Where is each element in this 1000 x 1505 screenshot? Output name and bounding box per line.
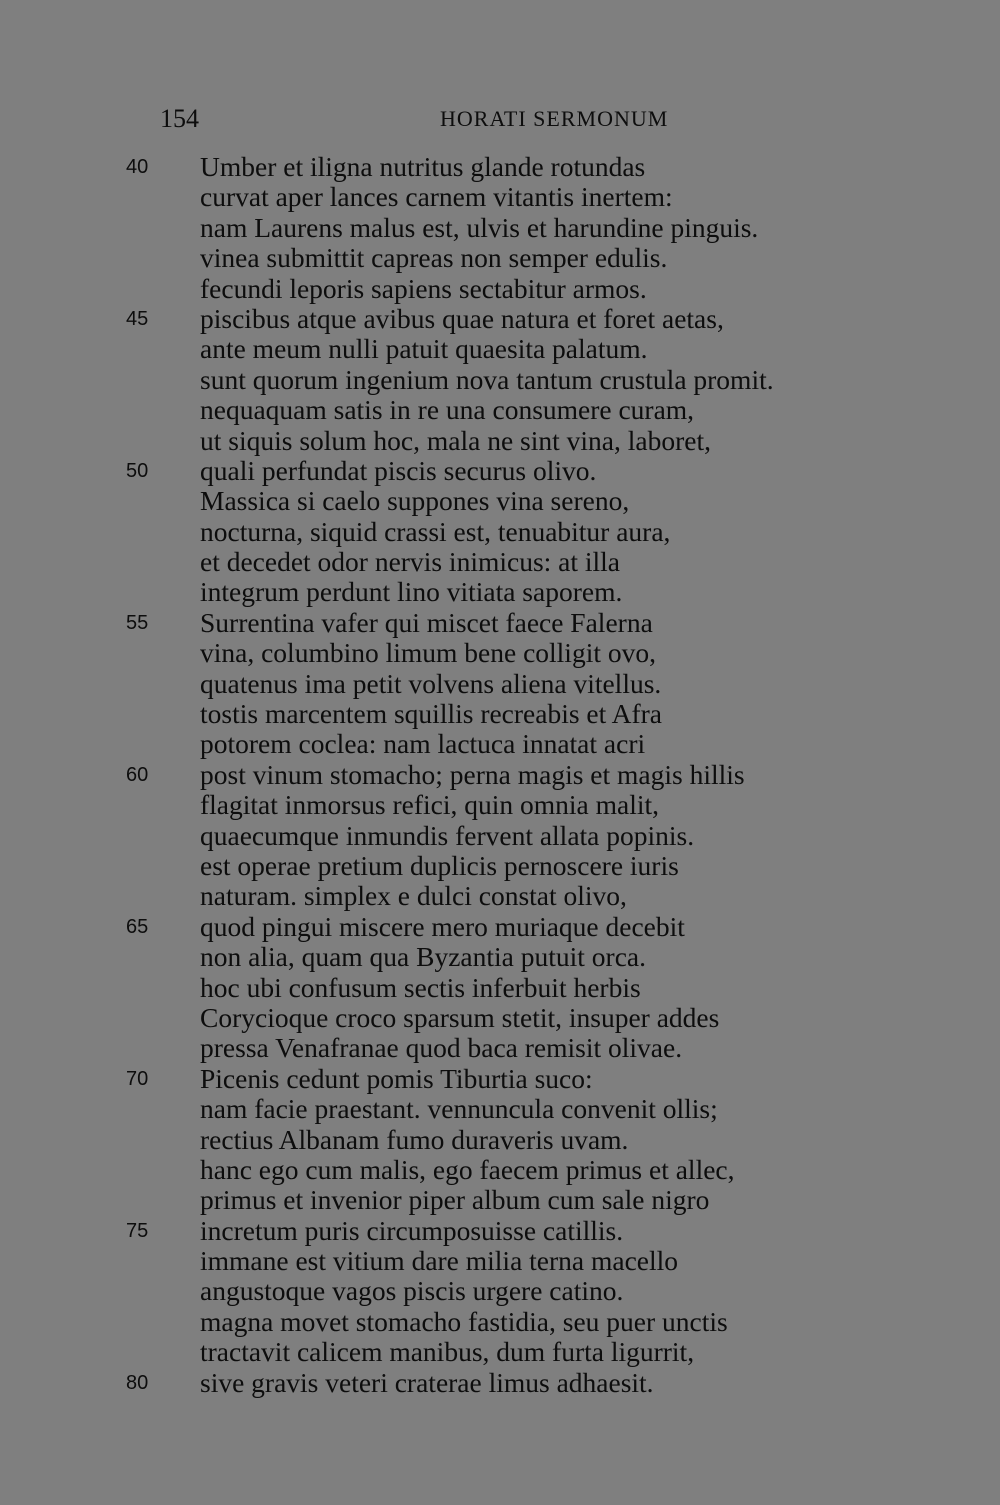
verse-number: 80 [126,1371,149,1394]
verse-line [0,395,1000,425]
verse-text: nam facie praestant. vennuncula convenit ollis; [200,1093,718,1125]
verse-line [0,1033,1000,1063]
verse-text: Surrentina vafer qui miscet faece Falerna [200,606,653,638]
verse-text: pressa Venafranae quod baca remisit olivae. [200,1032,683,1064]
verse-line [0,182,1000,212]
verse-text: naturam. simplex e dulci constat olivo, [200,880,627,912]
verse-line [0,881,1000,911]
verse-line [0,243,1000,273]
verse-line [0,152,1000,182]
verse-line [0,547,1000,577]
verse-line [0,1368,1000,1398]
verse-text: nocturna, siquid crassi est, tenuabitur aura, [200,515,671,547]
page-number: 154 [160,104,199,133]
verse-line [0,669,1000,699]
verse-number: 55 [126,611,149,634]
verse-text: rectius Albanam fumo duraveris uvam. [200,1123,629,1155]
verse-line [0,213,1000,243]
verse-number: 60 [126,763,149,786]
verse-text: ante meum nulli patuit quaesita palatum. [200,333,648,365]
verse-line [0,729,1000,759]
verse-line [0,1216,1000,1246]
verse-text: flagitat inmorsus refici, quin omnia malit, [200,789,660,821]
verse-text: potorem coclea: nam lactuca innatat acri [200,728,646,760]
verse-line [0,517,1000,547]
verse-number: 70 [126,1067,149,1090]
verse-line [0,577,1000,607]
verse-text: integrum perdunt lino vitiata saporem. [200,576,623,608]
verse-text: quaecumque inmundis fervent allata popinis. [200,819,695,851]
verse-line [0,1094,1000,1124]
verse-line [0,942,1000,972]
verse-text: tostis marcentem squillis recreabis et Afra [200,698,663,730]
verse-text: incretum puris circumposuisse catillis. [200,1214,624,1246]
verse-text: hoc ubi confusum sectis inferbuit herbis [200,971,641,1003]
verse-text: et decedet odor nervis inimicus: at illa [200,546,621,578]
verse-line [0,365,1000,395]
verse-number: 75 [126,1219,149,1242]
verse-line [0,274,1000,304]
verse-text: post vinum stomacho; perna magis et magis hillis [200,758,745,790]
verse-line [0,304,1000,334]
verse-text: curvat aper lances carnem vitantis inertem: [200,181,673,213]
verse-text: sunt quorum ingenium nova tantum crustula promit. [200,363,774,395]
verse-line [0,486,1000,516]
verse-number: 45 [126,307,149,330]
verse-line [0,638,1000,668]
verse-line [0,821,1000,851]
verse-line [0,1246,1000,1276]
verse-line [0,790,1000,820]
verse-line [0,1125,1000,1155]
verse-line [0,1185,1000,1215]
verse-text: Umber et iligna nutritus glande rotundas [200,151,646,182]
verse-line [0,851,1000,881]
verse-text: fecundi leporis sapiens sectabitur armos. [200,272,647,304]
verse-text: piscibus atque avibus quae natura et foret aetas, [200,302,724,334]
verse-line [0,456,1000,486]
verse-line [0,1155,1000,1185]
verse-number: 65 [126,915,149,938]
verse-number: 50 [126,459,149,482]
verse-line [0,699,1000,729]
verse-text: ut siquis solum hoc, mala ne sint vina, laboret, [200,424,711,456]
verse-line [0,973,1000,1003]
verse-line [0,760,1000,790]
verse-text: tractavit calicem manibus, dum furta ligurrit, [200,1336,695,1368]
verse-line [0,912,1000,942]
verse-line [0,1003,1000,1033]
verse-line [0,1276,1000,1306]
verse-text: angustoque vagos piscis urgere catino. [200,1275,624,1307]
verse-text: sive gravis veteri craterae limus adhaesit. [200,1366,654,1398]
verse-text: est operae pretium duplicis pernoscere iuris [200,849,679,881]
verse-line [0,1064,1000,1094]
verse-block [0,152,1000,1398]
verse-text: Picenis cedunt pomis Tiburtia suco: [200,1062,593,1094]
verse-line [0,426,1000,456]
verse-text: vinea submittit capreas non semper edulis. [200,242,668,274]
verse-text: Massica si caelo suppones vina sereno, [200,485,630,517]
verse-text: hanc ego cum malis, ego faecem primus et allec, [200,1153,735,1185]
verse-text: magna movet stomacho fastidia, seu puer unctis [200,1305,728,1337]
verse-text: quali perfundat piscis securus olivo. [200,454,597,486]
verse-text: non alia, quam qua Byzantia putuit orca. [200,941,646,973]
verse-text: nequaquam satis in re una consumere curam, [200,394,695,426]
verse-text: nam Laurens malus est, ulvis et harundine pinguis. [200,211,759,243]
verse-text: Corycioque croco sparsum stetit, insuper addes [200,1001,720,1033]
verse-line [0,608,1000,638]
verse-line [0,334,1000,364]
verse-text: vina, columbino limum bene colligit ovo, [200,637,656,669]
verse-line [0,1337,1000,1367]
running-title: HORATI SERMONUM [440,106,669,131]
verse-text: quatenus ima petit volvens aliena vitellus. [200,667,662,699]
verse-text: immane est vitium dare milia terna macello [200,1245,679,1277]
verse-line [0,1307,1000,1337]
verse-text: primus et invenior piper album cum sale nigro [200,1184,710,1216]
verse-number: 40 [126,156,149,178]
verse-text: quod pingui miscere mero muriaque decebit [200,910,685,942]
